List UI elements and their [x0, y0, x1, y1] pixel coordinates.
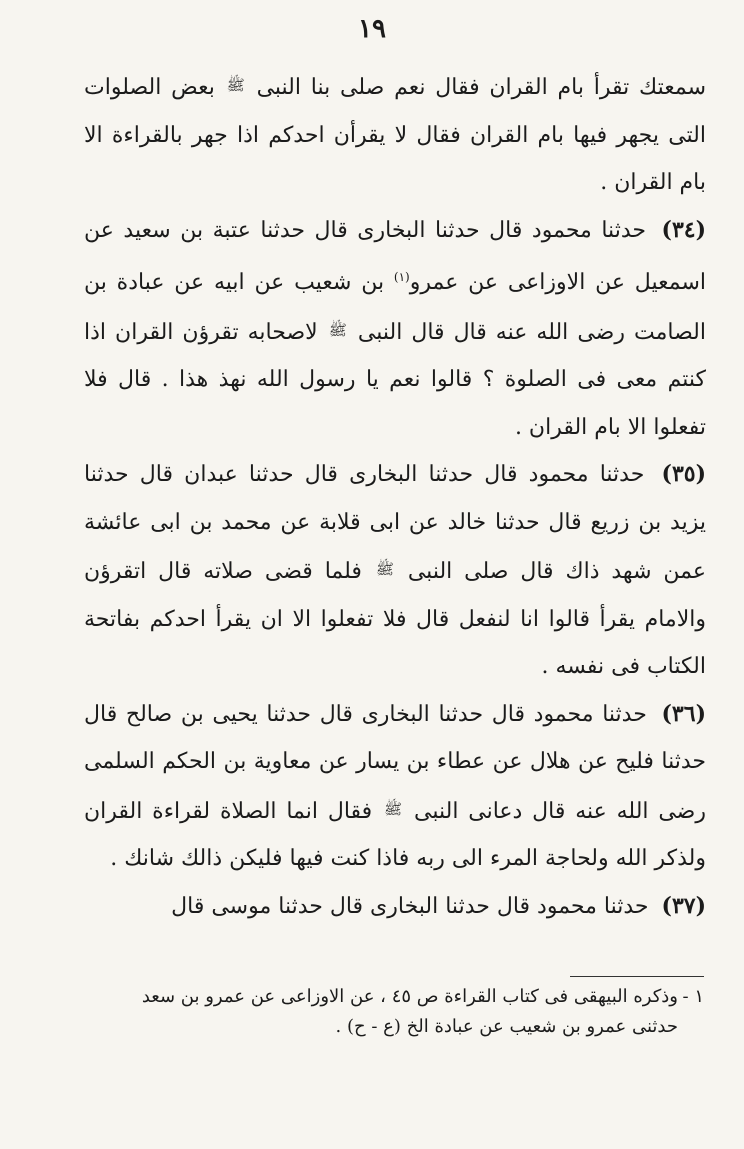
- paragraph-text: فقال انما الصلاة لقراءة القران ولذكر الله ولحاجة المرء الى ربه فاذا كنت فيها فليكن ذالك شانك .: [84, 798, 706, 871]
- paragraph-text: فلما قضى صلاته قال اتقرؤن والامام يقرأ قالوا انا لنفعل قال فلا تفعلوا الا ان يقرأ احدكم بفاتحة الكتاب فى نفسه .: [84, 559, 706, 679]
- paragraph-text: سمعتك تقرأ بام القران فقال نعم صلى بنا النبى: [256, 75, 707, 100]
- paragraph-continuation: [84, 62, 706, 207]
- hadith-37: [84, 883, 706, 931]
- page-number: ١٩: [358, 14, 386, 44]
- footnote-number: ١ -: [682, 986, 704, 1007]
- paragraph-text: حدثنا محمود قال حدثنا البخارى قال حدثنا عبدان قال حدثنا يزيد بن زريع قال حدثنا خالد عن ابى قلابة عن محمد بن ابى عائشة عمن شهد ذاك قال صلى النبى: [84, 462, 706, 584]
- hadith-36: [84, 691, 706, 883]
- footnote: [32, 982, 704, 1042]
- footnote-line: [32, 982, 704, 1012]
- hadith-35: [84, 451, 706, 691]
- hadith-34: [84, 207, 706, 452]
- hadith-number: (٣٥): [661, 461, 706, 487]
- hadith-number: (٣٤): [661, 216, 707, 243]
- paragraph-text: بعض الصلوات التى يجهر فيها بام القران فقال لا يقرأن احدكم اذا جهر بالقراءة الا بام القران .: [84, 75, 706, 195]
- salawat-symbol: ﷺ: [375, 560, 394, 578]
- salawat-symbol: ﷺ: [384, 799, 403, 818]
- footnote-marker: (١): [393, 270, 410, 284]
- paragraph-text: حدثنا محمود قال حدثنا البخارى قال حدثنا موسى قال: [171, 893, 649, 919]
- footnote-text: وذكره البيهقى فى كتاب القراءة ص ٤٥ ، عن الاوزاعى عن عمرو بن سعد: [141, 986, 678, 1007]
- hadith-number: (٣٦): [661, 700, 706, 727]
- footnote-line: [32, 1012, 704, 1042]
- paragraph-text: حدثنا محمود قال حدثنا البخارى قال حدثنا عتبة بن سعيد عن اسمعيل عن الاوزاعى عن عمرو: [84, 217, 706, 295]
- main-text: [84, 62, 706, 930]
- footnote-text: حدثنى عمرو بن شعيب عن عبادة الخ (ع - ح) .: [335, 1016, 678, 1037]
- salawat-symbol: ﷺ: [328, 320, 347, 339]
- hadith-number: (٣٧): [661, 892, 706, 919]
- paragraph-text: حدثنا محمود قال حدثنا البخارى قال حدثنا يحيى بن صالح قال حدثنا فليح عن هلال عن عطاء بن يسار عن معاوية بن الحكم السلمى رضى الله عنه قال دعانى النبى: [84, 701, 706, 824]
- paragraph-text: لاصحابه تقرؤن القران اذا كنتم معى فى الصلوة ؟ قالوا نعم يا رسول الله نهذ هذا . قال فلا تفعلوا الا بام القران .: [84, 319, 706, 440]
- footnote-divider: [570, 976, 704, 977]
- salawat-symbol: ﷺ: [226, 76, 245, 94]
- paragraph-text: بن شعيب عن ابيه عن عبادة بن الصامت رضى الله عنه قال قال النبى: [84, 270, 706, 345]
